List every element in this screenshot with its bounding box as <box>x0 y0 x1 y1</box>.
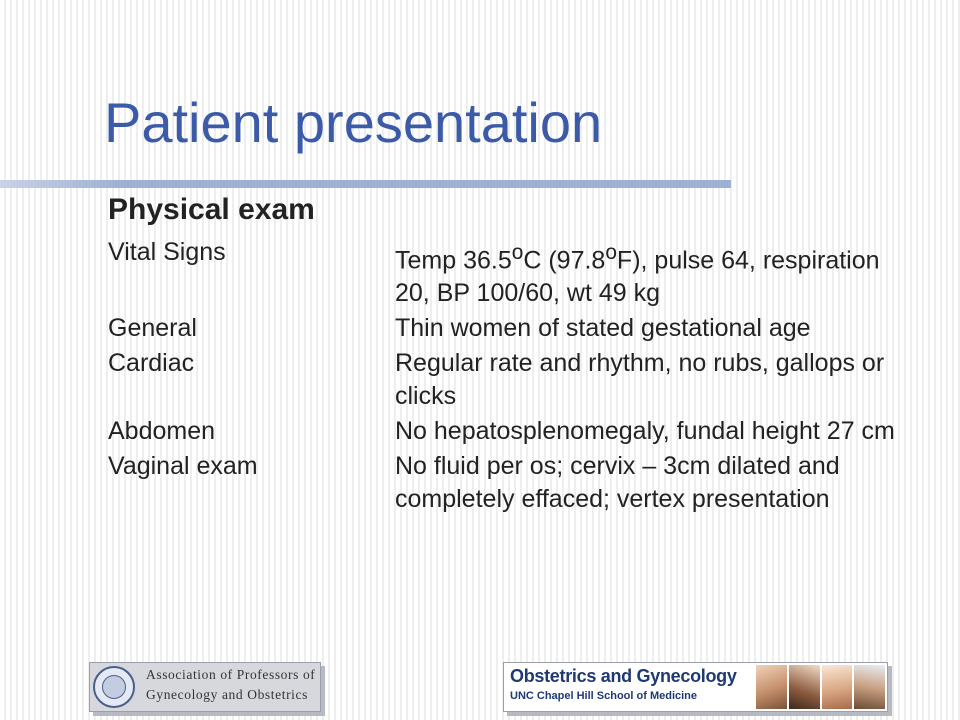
title-underline <box>0 180 731 188</box>
school-name: UNC Chapel Hill School of Medicine <box>510 690 698 702</box>
department-name: Obstetrics and Gynecology <box>510 666 737 686</box>
exam-row-label: General <box>108 314 197 343</box>
footer <box>0 662 960 720</box>
photo-image <box>854 665 885 709</box>
photo-strip <box>756 665 885 709</box>
exam-row-label: Vital Signs <box>108 238 226 266</box>
exam-row-general <box>108 312 908 345</box>
physical-exam-list <box>108 236 908 518</box>
exam-row-abdomen <box>108 415 908 448</box>
exam-row-value: Regular rate and rhythm, no rubs, gallops or clicks <box>395 349 885 411</box>
exam-row-label: Cardiac <box>108 349 195 378</box>
seal-icon <box>93 666 135 708</box>
exam-row-label: Vaginal exam <box>108 452 258 481</box>
exam-row-label: Abdomen <box>108 417 216 446</box>
slide-title: Patient presentation <box>104 91 603 154</box>
exam-row-value: No fluid per os; cervix – 3cm dilated and completely effaced; vertex presentation <box>395 452 840 514</box>
exam-row-cardiac <box>108 347 908 413</box>
apgo-logo <box>89 662 321 712</box>
apgo-name-line-1: Association of Professors of <box>146 667 316 682</box>
photo-image <box>789 665 820 709</box>
exam-row-vital-signs <box>108 236 908 310</box>
seal-inner <box>102 675 126 699</box>
exam-row-value: Thin women of stated gestational age <box>395 314 811 343</box>
exam-row-value: No hepatosplenomegaly, fundal height 27 cm <box>395 417 895 446</box>
photo-image <box>822 665 853 709</box>
exam-row-vaginal-exam <box>108 450 908 516</box>
exam-row-value: Temp 36.5$^o$C (97.8$^o$F), pulse 64, respiration 20, BP 100/60, wt 49 kg <box>395 241 880 308</box>
slide-subtitle: Physical exam <box>108 193 315 226</box>
apgo-name-line-2: Gynecology and Obstetrics <box>146 687 308 702</box>
unc-obgyn-logo <box>503 662 888 712</box>
photo-image <box>756 665 787 709</box>
